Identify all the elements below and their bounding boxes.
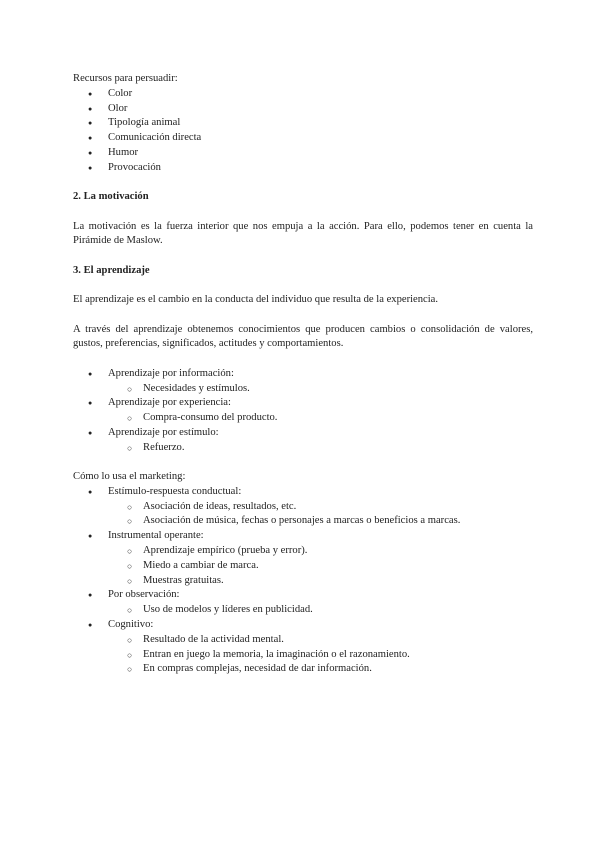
list-item: ● Olor [73, 102, 533, 117]
list-item-label: Aprendizaje por experiencia: [108, 397, 231, 409]
section-heading-motivacion: 2. La motivación [73, 191, 149, 203]
marketing-intro: Cómo lo usa el marketing: [73, 471, 186, 483]
marketing-list [73, 485, 533, 677]
list-item-label: Aprendizaje por estímulo: [108, 426, 219, 438]
list-item: ● Color [73, 87, 533, 102]
list-item: ● Humor [73, 146, 533, 161]
list-item-label: Estímulo-respuesta conductual: [108, 485, 242, 497]
sublist-item: ○ Asociación de ideas, resultados, etc. [108, 500, 533, 515]
sublist-item: ○ En compras complejas, necesidad de dar información. [108, 662, 533, 677]
sublist [108, 411, 533, 426]
sublist-item: ○ Refuerzo. [108, 441, 533, 456]
list-item-label: Por observación: [108, 589, 180, 601]
sublist [108, 603, 533, 618]
sublist-item: ○ Necesidades y estímulos. [108, 382, 533, 397]
aprendizaje-paragraph-1: El aprendizaje es el cambio en la conducta del individuo que resulta de la experiencia. [73, 294, 439, 306]
sublist-item: ○ Miedo a cambiar de marca. [108, 559, 533, 574]
list-item: ● Tipología animal [73, 116, 533, 131]
aprendizaje-types-list [73, 367, 533, 456]
list-item-label: Aprendizaje por información: [108, 367, 234, 379]
list-item: ● Comunicación directa [73, 131, 533, 146]
list-item: ● Provocación [73, 161, 533, 176]
sublist-item: ○ Compra-consumo del producto. [108, 411, 533, 426]
sublist [108, 382, 533, 397]
sublist [108, 500, 533, 530]
section-heading-aprendizaje: 3. El aprendizaje [73, 264, 150, 276]
list-item [73, 618, 533, 677]
list-item [73, 485, 533, 529]
aprendizaje-paragraph-2: A través del aprendizaje obtenemos conocimientos que producen cambios o consolidación de valores, gustos, preferencias, significados, actitudes y comportamientos. [73, 323, 533, 350]
sublist-item: ○ Asociación de música, fechas o personajes a marcas o beneficios a marcas. [108, 514, 533, 529]
recursos-intro: Recursos para persuadir: [73, 73, 178, 84]
sublist [108, 544, 533, 588]
list-item-label: Instrumental operante: [108, 530, 204, 542]
sublist-item: ○ Muestras gratuitas. [108, 574, 533, 589]
list-item [73, 367, 533, 397]
list-item-label: Cognitivo: [108, 619, 154, 631]
recursos-list [73, 87, 533, 176]
list-item [73, 529, 533, 588]
sublist-item: ○ Aprendizaje empírico (prueba y error). [108, 544, 533, 559]
sublist [108, 441, 533, 456]
sublist-item: ○ Uso de modelos y líderes en publicidad. [108, 603, 533, 618]
list-item [73, 396, 533, 426]
sublist [108, 633, 533, 677]
document-content [73, 72, 533, 677]
sublist-item: ○ Resultado de la actividad mental. [108, 633, 533, 648]
sublist-item: ○ Entran en juego la memoria, la imaginación o el razonamiento. [108, 648, 533, 663]
list-item [73, 588, 533, 618]
motivacion-paragraph: La motivación es la fuerza interior que nos empuja a la acción. Para ello, podemos tener en cuenta la Pirámide de Maslow. [73, 220, 533, 247]
list-item [73, 426, 533, 456]
